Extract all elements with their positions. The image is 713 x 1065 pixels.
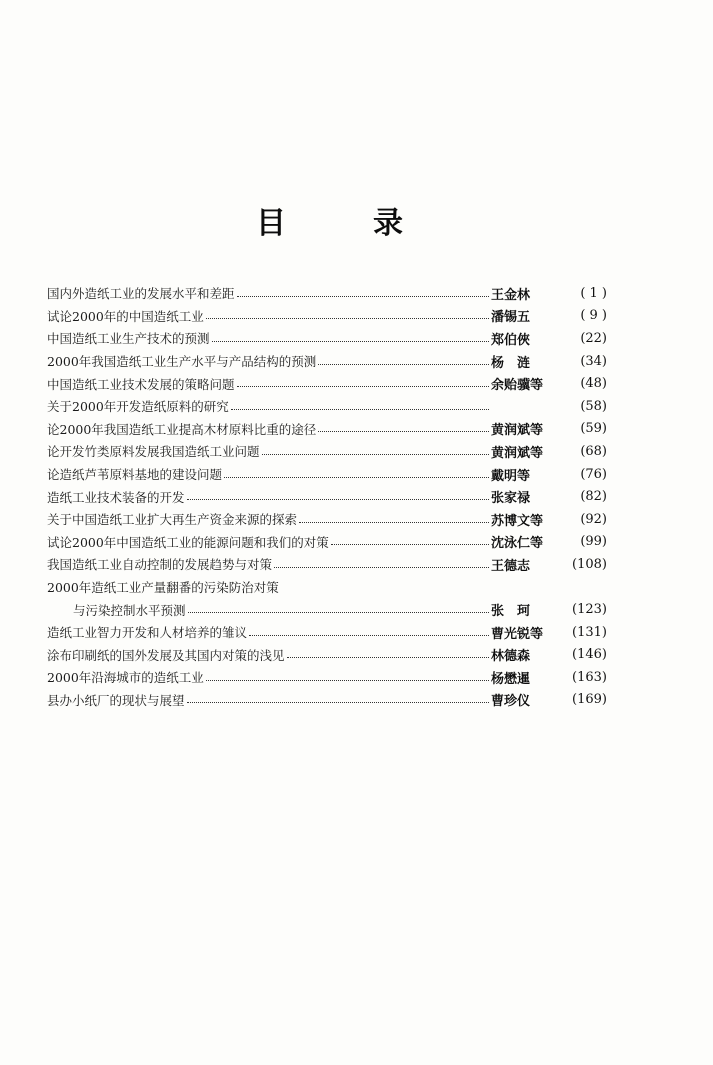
toc-dot-leader: [237, 296, 489, 297]
toc-entry-page-number: (48): [580, 376, 607, 392]
toc-entry-title: 中国造纸工业生产技术的预测: [47, 331, 210, 347]
toc-entry: [47, 531, 607, 554]
table-of-contents: [47, 282, 607, 711]
heading-char-mu: 目: [256, 206, 286, 241]
toc-entry: [47, 372, 607, 395]
toc-entry-author: 杨 涟: [491, 355, 531, 371]
toc-dot-leader: [188, 612, 489, 613]
toc-entry-page-number: (163): [572, 669, 607, 685]
toc-entry-page-number: ( 1 ): [580, 285, 607, 301]
toc-entry-author: 曹光锐等: [491, 626, 544, 642]
toc-dot-leader: [237, 386, 489, 387]
toc-entry-page-number: (58): [580, 398, 607, 414]
toc-entry-title: 与污染控制水平预测: [73, 602, 186, 618]
toc-entry-page-number: (169): [572, 692, 607, 708]
toc-entry-page-number: (82): [580, 489, 607, 505]
toc-entry-title: 试论2000年的中国造纸工业: [47, 308, 204, 324]
heading-char-lu: 录: [373, 206, 403, 241]
toc-entry-title: 2000年我国造纸工业生产水平与产品结构的预测: [47, 354, 317, 370]
toc-entry: [47, 553, 607, 576]
toc-dot-leader: [262, 454, 489, 455]
toc-entry-author: 黄润斌等: [491, 445, 544, 461]
toc-entry-page-number: (92): [580, 511, 607, 527]
toc-entry: [47, 666, 607, 689]
toc-dot-leader: [274, 567, 489, 568]
contents-heading: [0, 204, 713, 244]
toc-dot-leader: [224, 477, 489, 478]
toc-entry-title: 关于2000年开发造纸原料的研究: [47, 399, 229, 415]
toc-entry-page-number: (99): [580, 534, 607, 550]
toc-dot-leader: [318, 364, 489, 365]
toc-entry-title: 造纸工业技术装备的开发: [47, 489, 185, 505]
toc-entry-title: 县办小纸厂的现状与展望: [47, 692, 185, 708]
toc-entry-title: 2000年造纸工业产量翻番的污染防治对策: [47, 580, 279, 596]
toc-entry-title: 关于中国造纸工业扩大再生产资金来源的探索: [47, 512, 298, 528]
toc-entry-page-number: (22): [580, 330, 607, 346]
toc-entry: [47, 644, 607, 667]
toc-entry-author: 王德志: [491, 558, 531, 574]
toc-dot-leader: [206, 318, 489, 319]
toc-dot-leader: [187, 499, 489, 500]
toc-entry-author: 郑伯俠: [491, 332, 531, 348]
toc-entry: [47, 305, 607, 328]
toc-dot-leader: [187, 702, 489, 703]
toc-entry-author: 黄润斌等: [491, 423, 544, 439]
toc-dot-leader: [249, 635, 489, 636]
toc-entry: [47, 282, 607, 305]
toc-entry-title: 论2000年我国造纸工业提高木材原料比重的途径: [47, 421, 317, 437]
toc-entry-page-number: (76): [580, 466, 607, 482]
toc-entry-author: 曹珍仪: [491, 694, 531, 710]
toc-entry-page-number: (68): [580, 443, 607, 459]
toc-dot-leader: [212, 341, 489, 342]
toc-entry-title: 中国造纸工业技术发展的策略问题: [47, 376, 235, 392]
toc-entry-author: 沈泳仁等: [491, 536, 544, 552]
toc-entry: [47, 621, 607, 644]
toc-entry-page-number: (59): [580, 421, 607, 437]
toc-entry-author: 戴明等: [491, 468, 531, 484]
toc-entry-title: 试论2000年中国造纸工业的能源问题和我们的对策: [47, 534, 329, 550]
toc-entry: [47, 418, 607, 441]
toc-entry-author: 林德森: [491, 649, 531, 665]
toc-entry: [47, 485, 607, 508]
toc-entry-author: 张 珂: [491, 604, 531, 620]
toc-entry: [47, 508, 607, 531]
toc-entry: [47, 327, 607, 350]
toc-dot-leader: [331, 544, 489, 545]
toc-entry-author: 杨懋暹: [491, 671, 531, 687]
toc-entry-title: 我国造纸工业自动控制的发展趋势与对策: [47, 557, 273, 573]
toc-dot-leader: [287, 657, 489, 658]
toc-entry-author: 王金林: [491, 287, 531, 303]
toc-entry-author: 苏博文等: [491, 513, 544, 529]
toc-entry-page-number: (34): [580, 353, 607, 369]
toc-entry-title: 造纸工业智力开发和人材培养的雏议: [47, 625, 248, 641]
toc-entry-title: 涂布印刷纸的国外发展及其国内对策的浅见: [47, 647, 285, 663]
toc-entry: [47, 395, 607, 418]
toc-entry: [47, 689, 607, 712]
toc-entry: [47, 576, 607, 599]
toc-dot-leader: [318, 431, 489, 432]
toc-entry-author: 余贻骥等: [491, 378, 544, 394]
toc-entry-author: 张家禄: [491, 491, 531, 507]
toc-dot-leader: [206, 680, 489, 681]
toc-entry-page-number: ( 9 ): [580, 308, 607, 324]
toc-entry-page-number: (131): [572, 624, 607, 640]
toc-entry-page-number: (146): [572, 647, 607, 663]
toc-entry-title: 论造纸芦苇原料基地的建设问题: [47, 467, 223, 483]
toc-entry: [47, 350, 607, 373]
toc-entry-page-number: (108): [572, 556, 607, 572]
toc-entry-title: 国内外造纸工业的发展水平和差距: [47, 286, 235, 302]
toc-entry: [47, 440, 607, 463]
toc-entry-page-number: (123): [572, 602, 607, 618]
toc-dot-leader: [231, 409, 489, 410]
toc-entry-author: 潘锡五: [491, 310, 531, 326]
toc-entry: [47, 463, 607, 486]
toc-entry-title: 2000年沿海城市的造纸工业: [47, 670, 204, 686]
toc-dot-leader: [299, 522, 489, 523]
toc-entry-title: 论开发竹类原料发展我国造纸工业问题: [47, 444, 260, 460]
toc-entry: [47, 598, 607, 621]
